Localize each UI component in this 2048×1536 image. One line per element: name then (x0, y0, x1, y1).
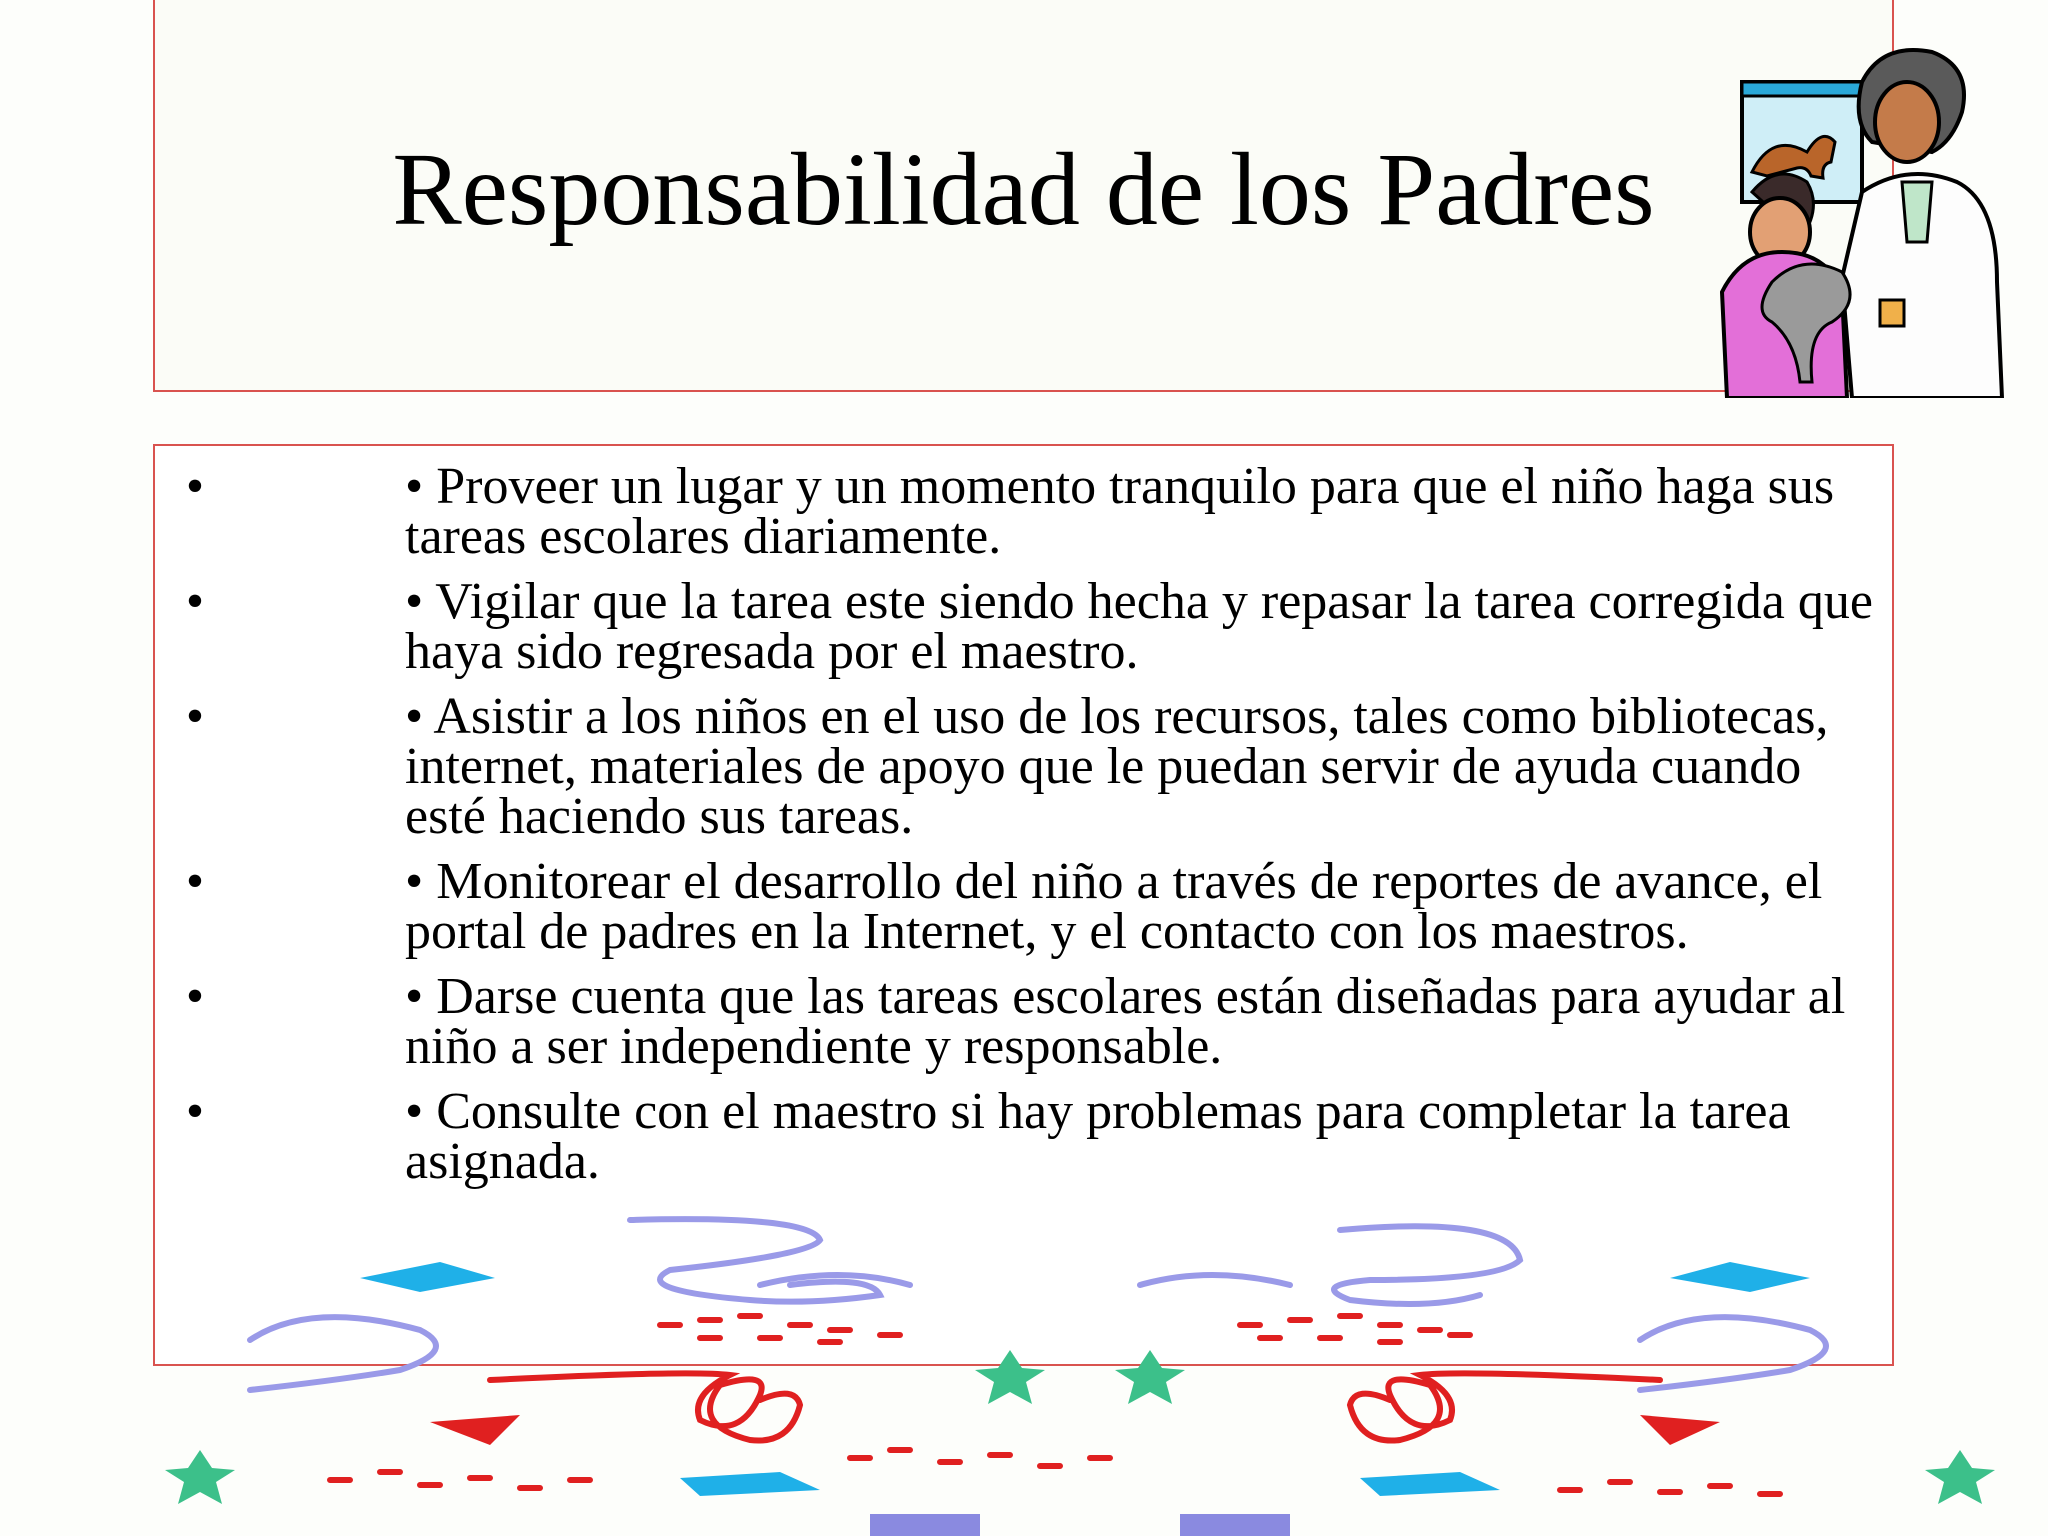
bullet-marker: • (185, 458, 205, 515)
confetti-decoration (0, 1210, 2048, 1536)
bullet-list (175, 458, 1875, 1202)
bullet-marker: • (185, 688, 205, 745)
title-box (153, 0, 1894, 392)
bullet-marker: • (185, 968, 205, 1025)
bullet-text: • Darse cuenta que las tareas escolares están diseñadas para ayudar al niño a ser independiente y responsable. (405, 968, 1846, 1075)
bullet-marker: • (185, 573, 205, 630)
bullet-text: • Consulte con el maestro si hay problemas para completar la tarea asignada. (405, 1083, 1791, 1190)
bullet-text: • Monitorear el desarrollo del niño a través de reportes de avance, el portal de padres en la Internet, y el contacto con los maestros. (405, 853, 1823, 960)
bullet-item (175, 458, 1875, 565)
bullet-marker: • (185, 853, 205, 910)
bullet-text: • Proveer un lugar y un momento tranquilo para que el niño haga sus tareas escolares diariamente. (405, 458, 1835, 565)
bullet-item (175, 1083, 1875, 1190)
bullet-item (175, 968, 1875, 1075)
bullet-text: • Vigilar que la tarea este siendo hecha y repasar la tarea corregida que haya sido regresada por el maestro. (405, 573, 1873, 680)
bullet-item (175, 573, 1875, 680)
bullet-item (175, 688, 1875, 845)
bullet-text: • Asistir a los niños en el uso de los recursos, tales como bibliotecas, internet, materiales de apoyo que le puedan servir de ayuda cuando esté haciendo sus tareas. (405, 688, 1829, 845)
bullet-marker: • (185, 1083, 205, 1140)
slide-title: Responsabilidad de los Padres (392, 132, 1655, 247)
bullet-item (175, 853, 1875, 960)
parent-child-clipart (1712, 42, 2008, 398)
